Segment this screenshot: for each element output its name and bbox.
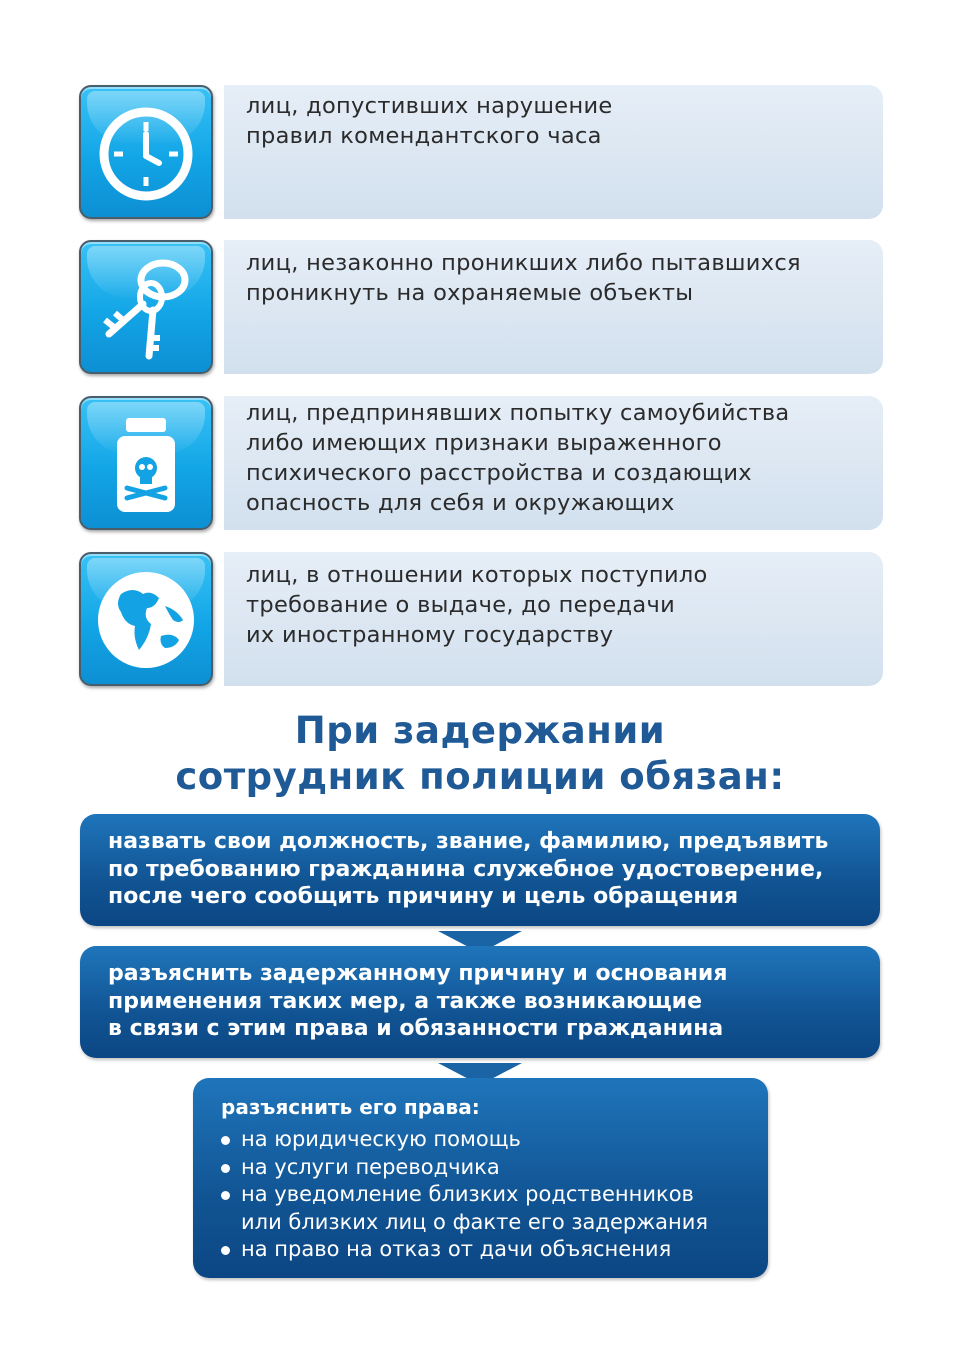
globe-icon [79,552,213,686]
category-text-panel [224,396,883,530]
duty-text: назвать свои должность, звание, фамилию, предъявить по требованию гражданина служебное удостоверение, после чего сообщить причину и цель обращения [108,829,829,909]
category-row-extradition [79,552,883,688]
category-text: лиц, в отношении которых поступило требование о выдаче, до передачи их иностранному государству [246,562,708,648]
duty-box-identify [80,814,880,926]
duty-text: разъяснить задержанному причину и основания применения таких мер, а также возникающие в связи с этим права и обязанности гражданина [108,961,728,1041]
list-item: на право на отказ от дачи объяснения [219,1236,758,1264]
category-row-suicide [79,396,883,532]
clock-icon [79,85,213,219]
list-item: на уведомление близких родственников или близких лиц о факте его задержания [219,1181,758,1236]
rights-title: разъяснить его права: [221,1095,480,1119]
list-item: на услуги переводчика [219,1154,758,1182]
category-text: лиц, допустивших нарушение правил комендантского часа [246,93,613,149]
rights-list [219,1126,758,1264]
category-row-trespass [79,240,883,376]
category-row-curfew [79,85,883,221]
heading-line-1: При задержании [294,709,666,752]
category-text-panel [224,552,883,686]
duty-box-explain [80,946,880,1058]
category-text-panel [224,240,883,374]
keys-icon [79,240,213,374]
rights-box [193,1078,768,1278]
poison-bottle-icon [79,396,213,530]
category-text: лиц, незаконно проникших либо пытавшихся проникнуть на охраняемые объекты [246,250,801,306]
category-text-panel [224,85,883,219]
section-heading [0,709,960,799]
heading-line-2: сотрудник полиции обязан: [175,755,785,798]
list-item: на юридическую помощь [219,1126,758,1154]
category-text: лиц, предпринявших попытку самоубийства либо имеющих признаки выраженного психического расстройства и создающих опасность для себя и окружающих [246,400,790,516]
